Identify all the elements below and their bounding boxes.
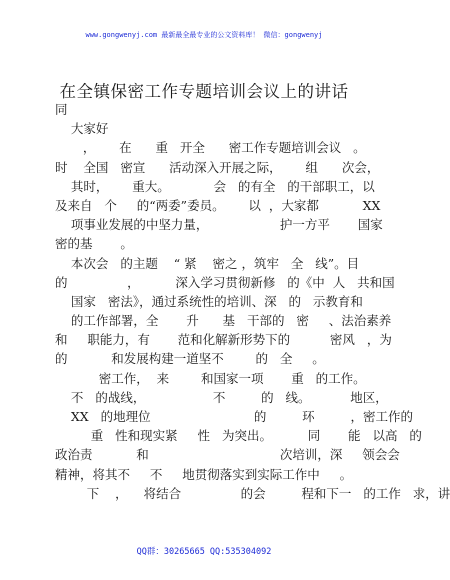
document-body (55, 100, 450, 503)
body-line: XX 的地理位 的 环 ，密工作的 (55, 409, 413, 424)
contact-footer: QQ群：30265665 QQ:535304092 (136, 547, 272, 557)
body-line: 的 ， 深入学习贯彻新修 的《中 人 共和国 (55, 274, 395, 290)
site-header-banner: www.gongwenyj.com 最新最全最专业的公文资料库！ 微信：gongwenyj (85, 31, 323, 39)
body-line: 项事业发展的中坚力量， 护一方平 国家 (55, 217, 383, 233)
body-line: 其时， 重大。 会 的有全 的干部职工，以 (55, 178, 375, 194)
body-line: 国家 密法》，通过系统性的培训、深 的 示教育和 (55, 293, 363, 309)
body-line: 不 的战线， 不 的 线。 地区， (55, 389, 388, 405)
body-line: 大家好 (55, 121, 109, 137)
body-line: 精神，将其不 不 地贯彻落实到实际工作中 。 (55, 466, 353, 482)
body-line: 及来自 个 的“两委”委员。 以 ，大家都 XX (55, 197, 381, 213)
document-title: 在全镇保密工作专题培训会议上的讲话 (59, 82, 349, 101)
body-line: 的 和发展构建一道坚不 的 全 。 (55, 351, 325, 367)
body-line: ， 在 重 开全 密工作专题培训会议 。 (55, 140, 366, 156)
body-line: 下 ， 将结合 的会 程和下一 的工作 求，讲 (55, 485, 450, 501)
body-line: 密工作， 来 和国家一项 重 的工作。 (55, 370, 366, 386)
body-line: 密的基 。 (55, 236, 133, 252)
body-line: 政治责 和 次培训，深 领会会 (55, 447, 400, 463)
body-line: 同 (55, 102, 68, 117)
body-line: 的工作部署，全 升 基 干部的 密 、法治素养 (55, 313, 392, 329)
body-line: 和 职能力，有 范和化解新形势下的 密风 ，为 (55, 332, 392, 348)
body-line: 时 全国 密宣 活动深入开展之际， 组 次会， (55, 159, 380, 175)
body-line: 本次会 的主题 “ 紧 密之 ，筑牢 全 线”。目 (55, 255, 360, 271)
body-line: 重 性和现实紧 性 为突出。 同 能 以高 的 (55, 428, 422, 444)
